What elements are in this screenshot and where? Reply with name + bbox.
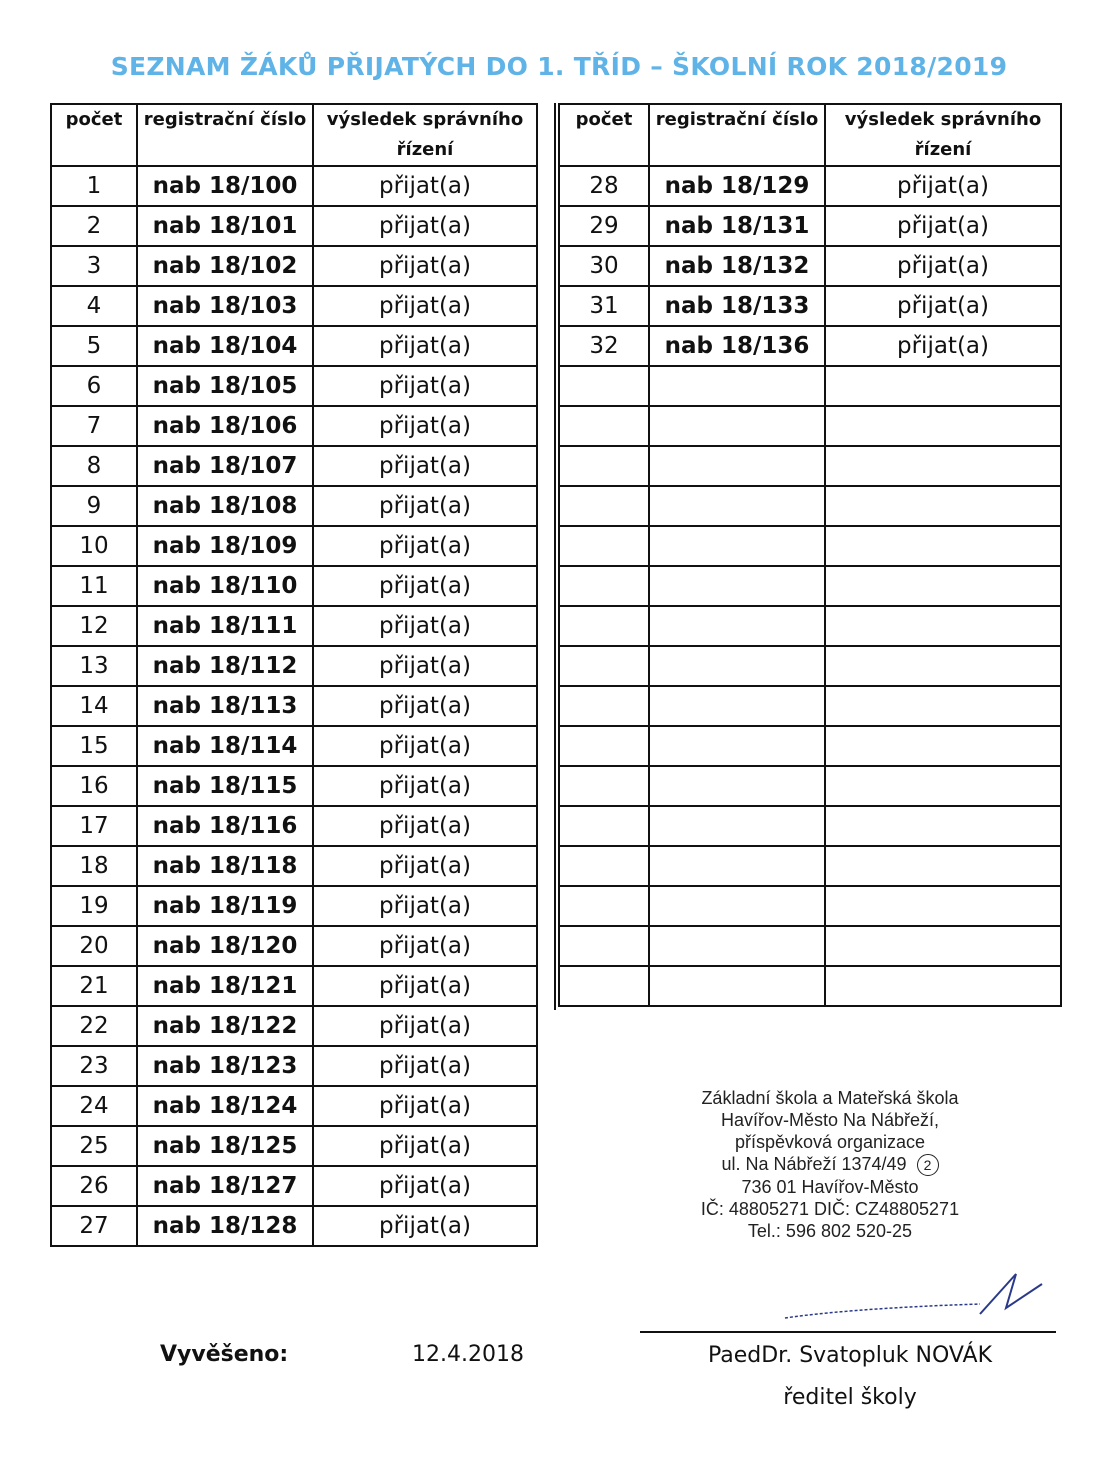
header-reg-number: registrační číslo: [649, 104, 825, 166]
cell-result: přijat(a): [313, 846, 537, 886]
cell-result: přijat(a): [313, 326, 537, 366]
table-row: [51, 1086, 537, 1126]
table-row: [51, 286, 537, 326]
cell-result: přijat(a): [313, 406, 537, 446]
empty-cell: [559, 886, 649, 926]
empty-cell: [649, 446, 825, 486]
empty-cell: [649, 566, 825, 606]
empty-cell: [825, 926, 1061, 966]
cell-result: přijat(a): [313, 1086, 537, 1126]
cell-result: přijat(a): [313, 886, 537, 926]
cell-result: přijat(a): [313, 726, 537, 766]
table-row: [559, 326, 1061, 366]
empty-cell: [559, 926, 649, 966]
cell-count: 3: [51, 246, 137, 286]
cell-reg-number: nab 18/115: [137, 766, 313, 806]
empty-cell: [825, 406, 1061, 446]
table-row: [51, 446, 537, 486]
table-row: [559, 166, 1061, 206]
cell-reg-number: nab 18/105: [137, 366, 313, 406]
empty-cell: [825, 526, 1061, 566]
cell-reg-number: nab 18/116: [137, 806, 313, 846]
table-row: [559, 286, 1061, 326]
cell-count: 10: [51, 526, 137, 566]
cell-result: přijat(a): [313, 1126, 537, 1166]
cell-count: 13: [51, 646, 137, 686]
cell-reg-number: nab 18/110: [137, 566, 313, 606]
stamp-line: Havířov-Město Na Nábřeží,: [720, 1110, 940, 1130]
stamp-line: ul. Na Nábřeží 1374/49 2: [660, 1153, 1000, 1176]
table-row: [51, 166, 537, 206]
cell-result: přijat(a): [313, 606, 537, 646]
table-row: [51, 1206, 537, 1246]
table-header-row: [51, 104, 537, 166]
table-row-empty: [559, 486, 1061, 526]
cell-result: přijat(a): [313, 1206, 537, 1246]
empty-cell: [649, 686, 825, 726]
table-row: [51, 846, 537, 886]
cell-reg-number: nab 18/132: [649, 246, 825, 286]
cell-reg-number: nab 18/133: [649, 286, 825, 326]
cell-count: 29: [559, 206, 649, 246]
table-row: [51, 486, 537, 526]
signatory-role: ředitel školy: [783, 1385, 917, 1410]
cell-result: přijat(a): [313, 206, 537, 246]
empty-cell: [649, 486, 825, 526]
cell-reg-number: nab 18/124: [137, 1086, 313, 1126]
cell-result: přijat(a): [313, 486, 537, 526]
cell-result: přijat(a): [825, 286, 1061, 326]
empty-cell: [559, 526, 649, 566]
cell-count: 31: [559, 286, 649, 326]
table-row-empty: [559, 966, 1061, 1006]
cell-count: 14: [51, 686, 137, 726]
table-row: [51, 1006, 537, 1046]
empty-cell: [559, 566, 649, 606]
signatory-name: PaedDr. Svatopluk NOVÁK: [707, 1343, 993, 1368]
cell-reg-number: nab 18/109: [137, 526, 313, 566]
cell-count: 18: [51, 846, 137, 886]
cell-count: 8: [51, 446, 137, 486]
cell-count: 19: [51, 886, 137, 926]
cell-reg-number: nab 18/103: [137, 286, 313, 326]
cell-result: přijat(a): [313, 366, 537, 406]
table-row: [51, 246, 537, 286]
cell-result: přijat(a): [313, 646, 537, 686]
table-row-empty: [559, 566, 1061, 606]
empty-cell: [825, 766, 1061, 806]
cell-reg-number: nab 18/128: [137, 1206, 313, 1246]
empty-cell: [559, 606, 649, 646]
cell-result: přijat(a): [825, 166, 1061, 206]
empty-cell: [559, 966, 649, 1006]
cell-result: přijat(a): [313, 166, 537, 206]
cell-reg-number: nab 18/122: [137, 1006, 313, 1046]
cell-count: 7: [51, 406, 137, 446]
empty-cell: [649, 766, 825, 806]
admissions-table-left: [50, 103, 538, 1247]
table-row: [51, 606, 537, 646]
cell-result: přijat(a): [825, 206, 1061, 246]
empty-cell: [825, 966, 1061, 1006]
empty-cell: [559, 446, 649, 486]
table-row: [51, 526, 537, 566]
cell-count: 32: [559, 326, 649, 366]
table-row: [51, 326, 537, 366]
empty-cell: [825, 646, 1061, 686]
cell-reg-number: nab 18/100: [137, 166, 313, 206]
cell-result: přijat(a): [825, 246, 1061, 286]
cell-result: přijat(a): [313, 806, 537, 846]
cell-result: přijat(a): [313, 286, 537, 326]
empty-cell: [649, 966, 825, 1006]
empty-cell: [649, 406, 825, 446]
table-row: [51, 206, 537, 246]
cell-result: přijat(a): [313, 526, 537, 566]
cell-reg-number: nab 18/118: [137, 846, 313, 886]
circled-number: 2: [917, 1154, 939, 1176]
empty-cell: [825, 446, 1061, 486]
empty-cell: [649, 366, 825, 406]
cell-count: 16: [51, 766, 137, 806]
empty-cell: [649, 726, 825, 766]
cell-result: přijat(a): [825, 326, 1061, 366]
table-row-empty: [559, 886, 1061, 926]
cell-count: 4: [51, 286, 137, 326]
cell-reg-number: nab 18/121: [137, 966, 313, 1006]
table-row: [51, 1046, 537, 1086]
table-row: [51, 806, 537, 846]
table-row: [51, 686, 537, 726]
table-row-empty: [559, 726, 1061, 766]
cell-reg-number: nab 18/111: [137, 606, 313, 646]
stamp-line: Tel.: 596 802 520-25: [747, 1221, 913, 1241]
stamp-line: 736 01 Havířov-Město: [741, 1177, 919, 1197]
table-row-empty: [559, 926, 1061, 966]
header-result: výsledek správního řízení: [825, 104, 1061, 166]
empty-cell: [559, 406, 649, 446]
stamp-line: Základní škola a Mateřská škola: [701, 1088, 959, 1108]
cell-count: 6: [51, 366, 137, 406]
cell-reg-number: nab 18/107: [137, 446, 313, 486]
cell-count: 28: [559, 166, 649, 206]
cell-result: přijat(a): [313, 1006, 537, 1046]
handwritten-signature: [780, 1270, 1050, 1330]
table-row: [51, 966, 537, 1006]
table-row: [51, 726, 537, 766]
cell-result: přijat(a): [313, 1046, 537, 1086]
header-result: výsledek správního řízení: [313, 104, 537, 166]
cell-reg-number: nab 18/131: [649, 206, 825, 246]
cell-count: 30: [559, 246, 649, 286]
empty-cell: [825, 606, 1061, 646]
empty-cell: [825, 366, 1061, 406]
empty-cell: [649, 926, 825, 966]
table-row-empty: [559, 526, 1061, 566]
table-row-empty: [559, 406, 1061, 446]
cell-reg-number: nab 18/119: [137, 886, 313, 926]
stamp-line: IČ: 48805271 DIČ: CZ48805271: [700, 1199, 960, 1219]
table-row-empty: [559, 446, 1061, 486]
stamp-line: příspěvková organizace: [734, 1132, 926, 1152]
empty-cell: [559, 846, 649, 886]
cell-count: 5: [51, 326, 137, 366]
table-row: [559, 246, 1061, 286]
empty-cell: [825, 846, 1061, 886]
cell-result: přijat(a): [313, 246, 537, 286]
cell-count: 20: [51, 926, 137, 966]
posted-label: Vyvěšeno:: [160, 1342, 289, 1367]
school-stamp: [660, 1087, 1000, 1242]
cell-result: přijat(a): [313, 686, 537, 726]
table-row-empty: [559, 686, 1061, 726]
table-row-empty: [559, 806, 1061, 846]
empty-cell: [559, 366, 649, 406]
cell-result: přijat(a): [313, 446, 537, 486]
cell-count: 9: [51, 486, 137, 526]
table-row-empty: [559, 646, 1061, 686]
page-title: SEZNAM ŽÁKŮ PŘIJATÝCH DO 1. TŘÍD – ŠKOLNÍ ROK 2018/2019: [110, 52, 1008, 81]
cell-result: přijat(a): [313, 1166, 537, 1206]
cell-result: přijat(a): [313, 966, 537, 1006]
empty-cell: [649, 846, 825, 886]
empty-cell: [825, 806, 1061, 846]
cell-count: 21: [51, 966, 137, 1006]
empty-cell: [649, 806, 825, 846]
table-row: [559, 206, 1061, 246]
cell-reg-number: nab 18/125: [137, 1126, 313, 1166]
cell-result: přijat(a): [313, 566, 537, 606]
empty-cell: [825, 686, 1061, 726]
cell-reg-number: nab 18/120: [137, 926, 313, 966]
table-row-empty: [559, 846, 1061, 886]
table-row: [51, 646, 537, 686]
table-row-empty: [559, 366, 1061, 406]
cell-reg-number: nab 18/101: [137, 206, 313, 246]
cell-count: 27: [51, 1206, 137, 1246]
table-row: [51, 566, 537, 606]
empty-cell: [559, 726, 649, 766]
empty-cell: [559, 486, 649, 526]
cell-reg-number: nab 18/104: [137, 326, 313, 366]
cell-reg-number: nab 18/114: [137, 726, 313, 766]
cell-count: 12: [51, 606, 137, 646]
table-row-empty: [559, 606, 1061, 646]
cell-reg-number: nab 18/106: [137, 406, 313, 446]
table-row: [51, 1166, 537, 1206]
cell-reg-number: nab 18/136: [649, 326, 825, 366]
cell-count: 1: [51, 166, 137, 206]
empty-cell: [559, 686, 649, 726]
cell-count: 15: [51, 726, 137, 766]
cell-reg-number: nab 18/108: [137, 486, 313, 526]
cell-count: 2: [51, 206, 137, 246]
table-row: [51, 926, 537, 966]
empty-cell: [825, 726, 1061, 766]
cell-count: 23: [51, 1046, 137, 1086]
table-header-row: [559, 104, 1061, 166]
cell-count: 17: [51, 806, 137, 846]
posted-date: 12.4.2018: [412, 1342, 524, 1367]
cell-count: 11: [51, 566, 137, 606]
table-row: [51, 886, 537, 926]
empty-cell: [825, 566, 1061, 606]
empty-cell: [825, 486, 1061, 526]
admissions-table-right: [558, 103, 1062, 1007]
table-row-empty: [559, 766, 1061, 806]
empty-cell: [559, 766, 649, 806]
empty-cell: [825, 886, 1061, 926]
empty-cell: [559, 646, 649, 686]
cell-result: přijat(a): [313, 926, 537, 966]
empty-cell: [649, 646, 825, 686]
cell-reg-number: nab 18/112: [137, 646, 313, 686]
cell-reg-number: nab 18/127: [137, 1166, 313, 1206]
cell-count: 25: [51, 1126, 137, 1166]
header-count: počet: [559, 104, 649, 166]
cell-reg-number: nab 18/102: [137, 246, 313, 286]
table-row: [51, 406, 537, 446]
table-gap-column: [536, 103, 556, 1010]
header-reg-number: registrační číslo: [137, 104, 313, 166]
signature-line: [640, 1331, 1056, 1333]
empty-cell: [649, 606, 825, 646]
cell-reg-number: nab 18/129: [649, 166, 825, 206]
cell-reg-number: nab 18/113: [137, 686, 313, 726]
empty-cell: [649, 886, 825, 926]
header-count: počet: [51, 104, 137, 166]
cell-count: 24: [51, 1086, 137, 1126]
cell-reg-number: nab 18/123: [137, 1046, 313, 1086]
cell-result: přijat(a): [313, 766, 537, 806]
table-row: [51, 366, 537, 406]
table-row: [51, 766, 537, 806]
cell-count: 22: [51, 1006, 137, 1046]
table-row: [51, 1126, 537, 1166]
cell-count: 26: [51, 1166, 137, 1206]
empty-cell: [559, 806, 649, 846]
empty-cell: [649, 526, 825, 566]
